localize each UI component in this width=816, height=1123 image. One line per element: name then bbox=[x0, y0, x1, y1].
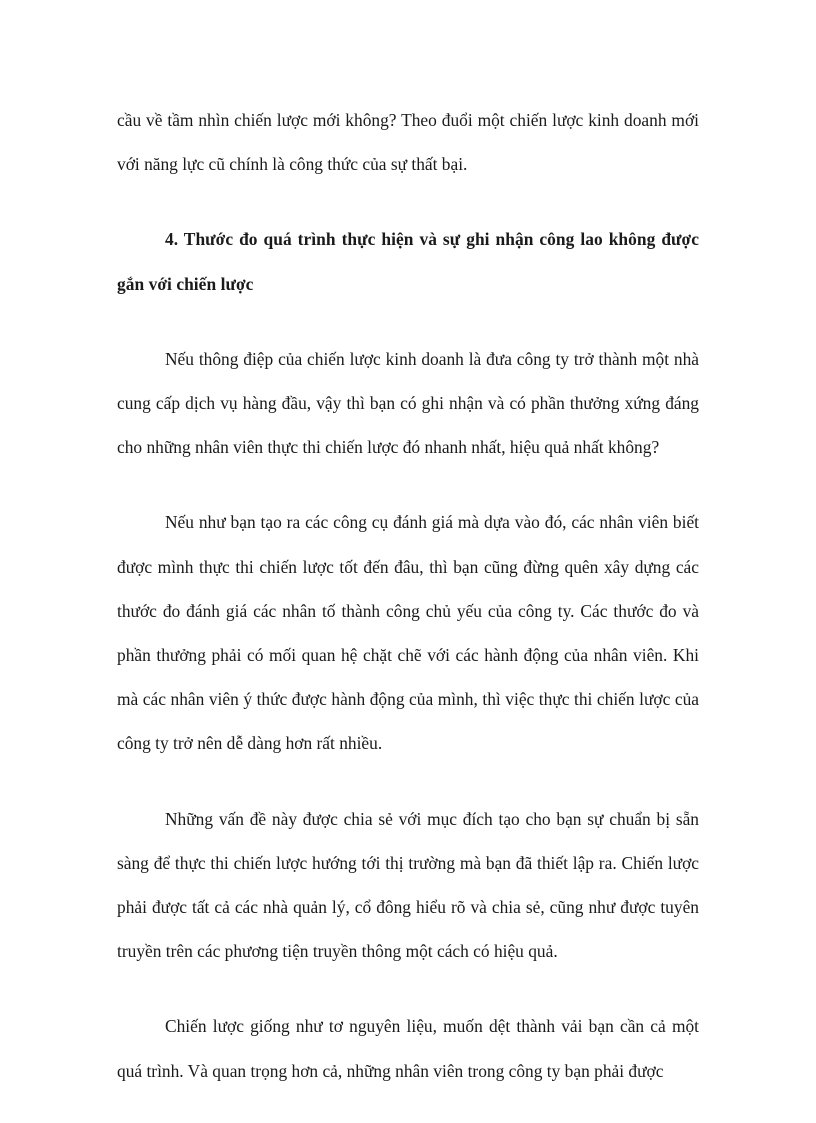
paragraph-sharing-purpose: Những vấn đề này được chia sẻ với mục đích tạo cho bạn sự chuẩn bị sẵn sàng để thực thi chiến lược hướng tới thị trường mà bạn đã thiết lập ra. Chiến lược phải được tất cả các nhà quản lý, cổ đông hiểu rõ và chia sẻ, cũng như được tuyên truyền trên các phương tiện truyền thông một cách có hiệu quả. bbox=[117, 808, 699, 962]
paragraph-service-leader: Nếu thông điệp của chiến lược kinh doanh là đưa công ty trở thành một nhà cung cấp dịch vụ hàng đầu, vậy thì bạn có ghi nhận và có phần thưởng xứng đáng cho những nhân viên thực thi chiến lược đó nhanh nhất, hiệu quả nhất không? bbox=[117, 348, 699, 458]
paragraph-strategy-silk: Chiến lược giống như tơ nguyên liệu, muốn dệt thành vải bạn cần cả một quá trình. Và quan trọng hơn cả, những nhân viên trong công ty bạn phải được bbox=[117, 1016, 699, 1081]
page-body bbox=[117, 98, 699, 1093]
paragraph-evaluation-tools: Nếu như bạn tạo ra các công cụ đánh giá mà dựa vào đó, các nhân viên biết được mình thực thi chiến lược tốt đến đâu, thì bạn cũng đừng quên xây dựng các thước đo đánh giá các nhân tố thành công chủ yếu của công ty. Các thước đo và phần thưởng phải có mối quan hệ chặt chẽ với các hành động của nhân viên. Khi mà các nhân viên ý thức được hành động của mình, thì việc thực thi chiến lược của công ty trở nên dễ dàng hơn rất nhiều. bbox=[117, 512, 699, 754]
paragraph-continuation: cầu về tầm nhìn chiến lược mới không? Theo đuổi một chiến lược kinh doanh mới với năng lực cũ chính là công thức của sự thất bại. bbox=[117, 110, 699, 175]
section-heading: 4. Thước đo quá trình thực hiện và sự ghi nhận công lao không được gắn với chiến lược bbox=[117, 229, 699, 294]
